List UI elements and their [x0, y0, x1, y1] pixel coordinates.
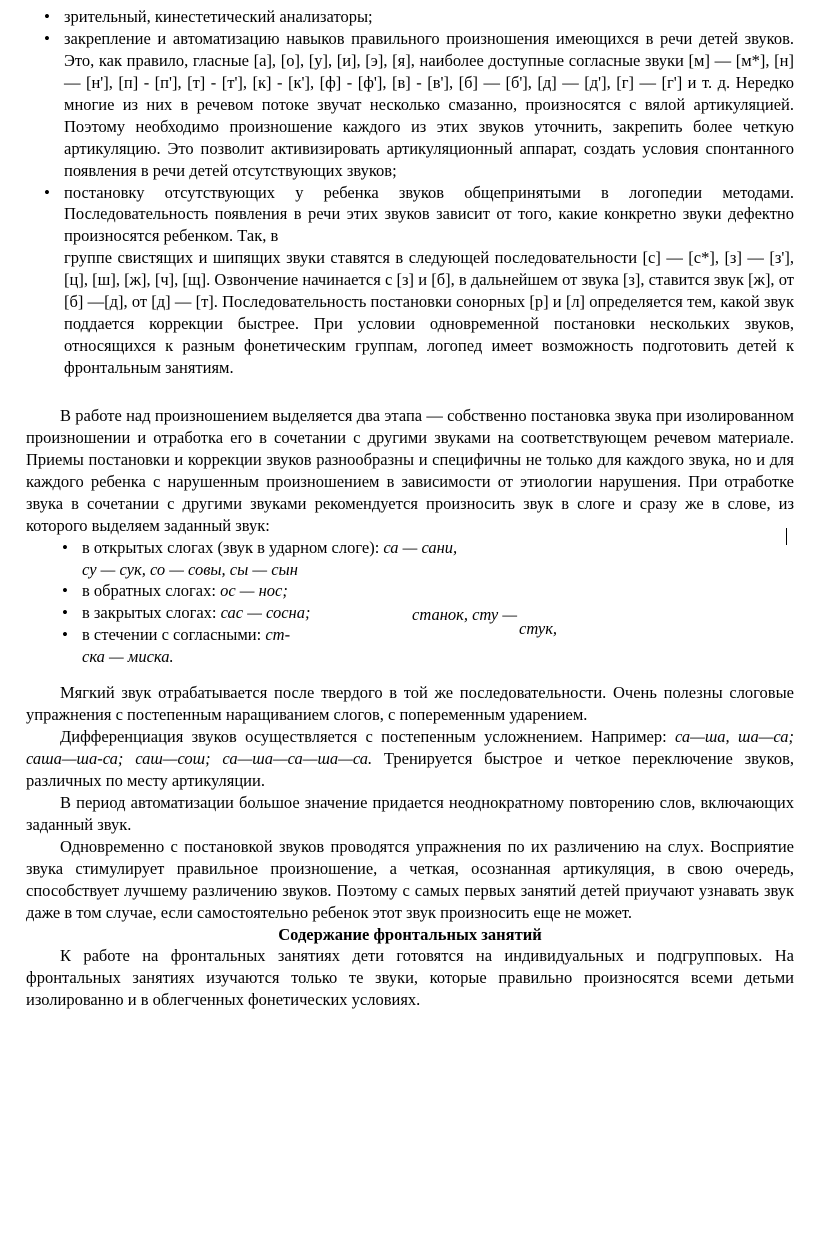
paragraph-automation: В период автоматизации большое значение придается неоднократному повторению слов, включающих заданный звук. [26, 792, 794, 834]
syllable-label: в стечении с согласными: [82, 625, 266, 645]
syllable-example-4a: ст- [265, 625, 291, 645]
paragraph-diff-italic: са—ша, ша—са; саша—ша-са; саш—сош; са—ша—са—ша—са. [26, 727, 795, 768]
syllable-continuation-text: су — сук, со — совы, сы — сын [82, 559, 298, 579]
syllable-continuation-text: ска — миска. [82, 647, 174, 667]
paragraph-diff-tail: Тренируется быстрое и четкое переключение звуков, различных по месту артикуляции. [26, 749, 794, 790]
syllable-list-2 [26, 580, 794, 602]
paragraph-diff-lead: Дифференциация звуков осуществляется с постепенным усложнением. Например: [60, 727, 676, 747]
paragraph-frontal: К работе на фронтальных занятиях дети готовятся на индивидуальных и подгрупповых. На фронтальных занятиях изучаются только те звуки, которые правильно произносятся всеми детьми изолированно и в облегченных фонетических условиях. [26, 946, 794, 1010]
paragraph-soft: Мягкий звук отрабатывается после твердого в той же последовательности. Очень полезны слоговые упражнения с постепенным наращиванием слогов, с попеременным ударением. [26, 683, 794, 725]
list-item [26, 537, 794, 559]
syllable-list-3 [26, 602, 406, 624]
spacer [26, 379, 794, 405]
floating-example-line1: станок, сту — [412, 605, 518, 625]
paragraph-differentiation [26, 726, 794, 792]
list-item [26, 28, 794, 182]
list-item [26, 580, 794, 602]
syllable-label: в обратных слогах: [82, 581, 221, 601]
paragraph-stages: В работе над произношением выделяется два этапа — собственно постановка звука при изолированном произношении и отработка его в сочетании с другими звуками на соответствующем речевом материале. Приемы постановки и коррекции звуков разнообразны и специфичны не только для каждого звука, но и для каждого ребенка с нарушенным произношением в зависимости от этиологии нарушения. При отработке звука в сочетании с другими звуками рекомендуется произносить звук в слоге и сразу же в слове, из которого выделяем заданный звук: [26, 405, 794, 535]
syllable-list [26, 537, 794, 559]
list-item [26, 6, 794, 28]
bullet-text: закрепление и автоматизацию навыков правильного произношения имеющихся в речи детей звуков. Это, как правило, гласные [а], [о], [у], [и], [э], [я], наиболее доступные согласные звуки [м] — [м*], [н] — [н'], [п] - [п'], [т] - [т'], [к] - [к'], [ф] - [ф'], [в] - [в'], [б] — [б'], [д] — [д'], [г] — [г'] и т. д. Нередко многие из них в речевом потоке звучат несколько смазанно, произносятся с вялой артикуляцией. Поэтому необходимо произношение каждого из этих звуков уточнить, закрепить более четкую артикуляцию. Это позволит активизировать артикуляционный аппарат, создать условия спонтанного появления в речи детей отсутствующих звуков; [64, 28, 794, 180]
syllable-list-4 [26, 624, 406, 646]
bullet-text: зрительный, кинестетический анализаторы; [64, 7, 373, 26]
floating-example-line2: стук, [519, 619, 558, 639]
bullet-list-top [26, 6, 794, 247]
spacer [26, 668, 794, 682]
syllable-example: сас — сосна; [220, 603, 311, 623]
bullet-text: постановку отсутствующих у ребенка звуков общепринятыми в логопедии методами. Последовательность появления в речи этих звуков зависит от того, какие конкретно звуки дефектно произносятся ребенком. Так, в [64, 182, 794, 246]
bullet3-continuation: группе свистящих и шипящих звуки ставятся в следующей последовательности [с] — [с*], [з] — [з'], [ц], [ш], [ж], [ч], [щ]. Озвончение начинается с [з] и [б], в дальнейшем от звука [з], ставится звук [ж], от [б] —[д], от [д] — [т]. Последовательность постановки сонорных [р] и [л] определяется тем, какой звук поддается коррекции быстрее. При условии одновременной постановки нескольких звуков, относящихся к разным фонетическим группам, логопед имеет возможность подготовить детей к фронтальным занятиям. [64, 248, 794, 377]
list-item [26, 602, 406, 624]
syllable-label: в открытых слогах (звук в ударном слоге): [82, 537, 384, 557]
syllable-continuation-0 [26, 559, 794, 581]
list-item [26, 182, 794, 248]
heading-frontal-lessons: Содержание фронтальных занятий [278, 924, 542, 944]
syllable-continuation-3 [26, 646, 406, 668]
paragraph-simultaneous: Одновременно с постановкой звуков проводятся упражнения по их различению на слух. Восприятие звука стимулирует правильное произношение, а четкая, осознанная артикуляция, в свою очередь, способствует лучшему различению звуков. Поэтому с самых первых занятий детей приучают узнавать звук даже в том случае, если самостоятельно ребенок этот звук произносить еще не может. [26, 836, 794, 922]
syllable-label: в закрытых слогах: [82, 603, 221, 623]
list-item [26, 624, 406, 646]
syllable-row-closed [26, 602, 794, 668]
syllable-example: са — сани, [383, 537, 458, 557]
syllable-example: ос — нос; [220, 581, 288, 601]
